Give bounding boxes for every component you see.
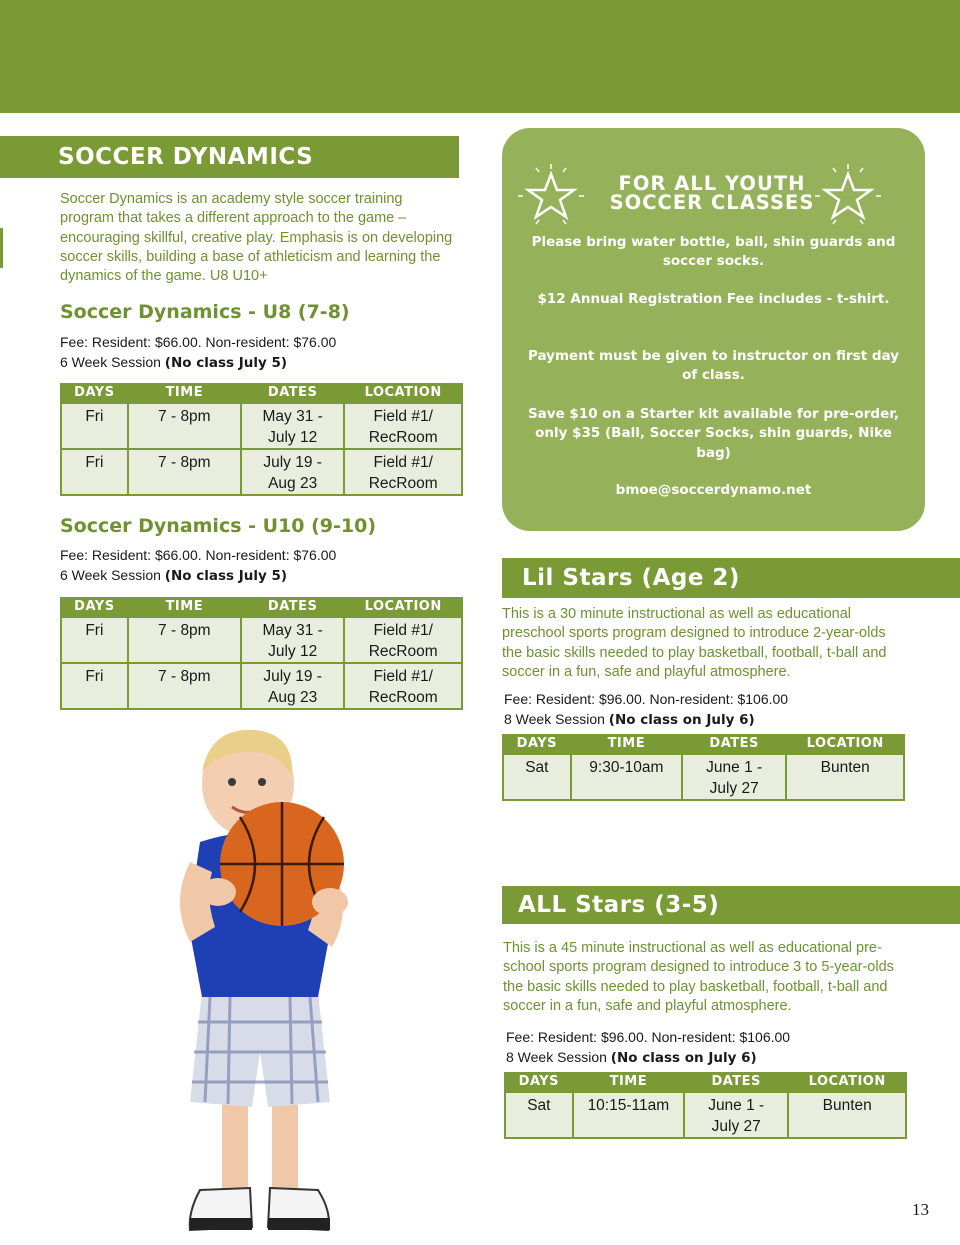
soccer-dynamics-intro: Soccer Dynamics is an academy style soccer training program that takes a different approach to the game – encouraging skillful, creative play. Emphasis is on developing soccer skills, building a base of athleticism and learning the dynamics of the game. U8 U10+ bbox=[60, 191, 453, 285]
table-row bbox=[503, 754, 904, 800]
u8-schedule-table bbox=[60, 383, 463, 496]
star-left-icon bbox=[516, 162, 586, 228]
all-stars-fee-block bbox=[506, 1028, 906, 1068]
soccer-dynamics-header: SOCCER DYNAMICS bbox=[0, 136, 459, 178]
top-banner bbox=[0, 0, 960, 113]
cell-location: Field #1/ RecRoom bbox=[344, 403, 462, 449]
info-box-title: FOR ALL YOUTH SOCCER CLASSES bbox=[609, 172, 815, 214]
col-header: DATES bbox=[241, 383, 344, 403]
u10-session: 6 Week Session bbox=[60, 566, 161, 583]
col-header: TIME bbox=[571, 734, 682, 754]
table-row bbox=[61, 403, 462, 449]
cell-dates: June 1 - July 27 bbox=[684, 1092, 788, 1138]
cell-dates: June 1 - July 27 bbox=[682, 754, 786, 800]
info-box-email[interactable]: bmoe@soccerdynamo.net bbox=[615, 482, 812, 498]
u10-schedule-table bbox=[60, 597, 463, 710]
table-row bbox=[61, 617, 462, 663]
all-stars-session: 8 Week Session bbox=[506, 1048, 607, 1065]
cell-dates: July 19 - Aug 23 bbox=[241, 663, 344, 709]
all-stars-schedule-table bbox=[504, 1072, 907, 1139]
u10-fee-block bbox=[60, 546, 460, 586]
col-header: LOCATION bbox=[786, 734, 904, 754]
info-box-payment: Payment must be given to instructor on first day of class. bbox=[527, 348, 900, 384]
lil-stars-intro: This is a 30 minute instructional as well as educational preschool sports program designed to introduce 2-year-olds the basic skills needed to play basketball, football, t-ball and soccer in a fun, safe and playful atmosphere. bbox=[502, 606, 887, 680]
cell-time: 7 - 8pm bbox=[128, 663, 241, 709]
cell-dates: May 31 - July 12 bbox=[241, 617, 344, 663]
u10-fee: Fee: Resident: $66.00. Non-resident: $76.00 bbox=[60, 547, 337, 563]
col-header: LOCATION bbox=[344, 597, 462, 617]
table-header-row bbox=[503, 734, 904, 754]
cell-day: Fri bbox=[61, 617, 128, 663]
cell-day: Fri bbox=[61, 449, 128, 495]
margin-marker bbox=[0, 228, 3, 268]
col-header: LOCATION bbox=[344, 383, 462, 403]
all-stars-header: ALL Stars (3-5) bbox=[502, 886, 960, 924]
cell-location: Field #1/ RecRoom bbox=[344, 449, 462, 495]
table-row bbox=[61, 663, 462, 709]
cell-time: 7 - 8pm bbox=[128, 449, 241, 495]
u8-session: 6 Week Session bbox=[60, 353, 161, 370]
u8-title: Soccer Dynamics - U8 (7-8) bbox=[60, 301, 350, 323]
cell-dates: May 31 - July 12 bbox=[241, 403, 344, 449]
col-header: DAYS bbox=[61, 597, 128, 617]
lil-stars-session-note: (No class on July 6) bbox=[608, 711, 755, 728]
cell-dates: July 19 - Aug 23 bbox=[241, 449, 344, 495]
star-right-icon bbox=[813, 162, 883, 228]
table-header-row bbox=[61, 383, 462, 403]
youth-soccer-info-box bbox=[502, 128, 925, 531]
col-header: DATES bbox=[684, 1072, 788, 1092]
u8-fee: Fee: Resident: $66.00. Non-resident: $76.00 bbox=[60, 334, 337, 350]
cell-location: Field #1/ RecRoom bbox=[344, 617, 462, 663]
all-stars-session-note: (No class on July 6) bbox=[610, 1049, 757, 1066]
page-number: 13 bbox=[912, 1200, 929, 1219]
info-box-equipment: Please bring water bottle, ball, shin guards and soccer socks. bbox=[531, 234, 896, 270]
col-header: DATES bbox=[682, 734, 786, 754]
col-header: LOCATION bbox=[788, 1072, 906, 1092]
cell-time: 7 - 8pm bbox=[128, 617, 241, 663]
table-header-row bbox=[61, 597, 462, 617]
lil-stars-fee-block bbox=[504, 690, 904, 730]
cell-location: Bunten bbox=[788, 1092, 906, 1138]
lil-stars-schedule-table bbox=[502, 734, 905, 801]
all-stars-fee: Fee: Resident: $96.00. Non-resident: $106.00 bbox=[506, 1029, 791, 1045]
col-header: TIME bbox=[128, 383, 241, 403]
info-box-registration-fee: $12 Annual Registration Fee includes - t-shirt. bbox=[537, 291, 890, 307]
lil-stars-session: 8 Week Session bbox=[504, 710, 605, 727]
table-header-row bbox=[505, 1072, 906, 1092]
cell-day: Sat bbox=[503, 754, 571, 800]
u10-session-note: (No class July 5) bbox=[164, 567, 288, 584]
cell-time: 9:30-10am bbox=[571, 754, 682, 800]
col-header: DAYS bbox=[505, 1072, 573, 1092]
cell-location: Bunten bbox=[786, 754, 904, 800]
cell-time: 7 - 8pm bbox=[128, 403, 241, 449]
cell-location: Field #1/ RecRoom bbox=[344, 663, 462, 709]
lil-stars-fee: Fee: Resident: $96.00. Non-resident: $106.00 bbox=[504, 691, 789, 707]
table-row bbox=[505, 1092, 906, 1138]
cell-day: Fri bbox=[61, 663, 128, 709]
table-row bbox=[61, 449, 462, 495]
cell-time: 10:15-11am bbox=[573, 1092, 684, 1138]
cell-day: Sat bbox=[505, 1092, 573, 1138]
info-box-starter-kit: Save $10 on a Starter kit available for pre-order, only $35 (Ball, Soccer Socks, shin guards, Nike bag) bbox=[527, 406, 900, 461]
col-header: TIME bbox=[573, 1072, 684, 1092]
col-header: DATES bbox=[241, 597, 344, 617]
col-header: DAYS bbox=[61, 383, 128, 403]
u8-session-note: (No class July 5) bbox=[164, 354, 288, 371]
cell-day: Fri bbox=[61, 403, 128, 449]
u10-title: Soccer Dynamics - U10 (9-10) bbox=[60, 515, 377, 537]
all-stars-intro: This is a 45 minute instructional as well as educational pre-school sports program designed to introduce 3 to 5-year-olds the basic skills needed to play basketball, football, t-ball and soccer in a fun, safe and playful atmosphere. bbox=[503, 940, 894, 1014]
col-header: DAYS bbox=[503, 734, 571, 754]
col-header: TIME bbox=[128, 597, 241, 617]
u8-fee-block bbox=[60, 333, 460, 373]
lil-stars-header: Lil Stars (Age 2) bbox=[502, 558, 960, 598]
child-with-basketball-photo bbox=[160, 722, 370, 1242]
